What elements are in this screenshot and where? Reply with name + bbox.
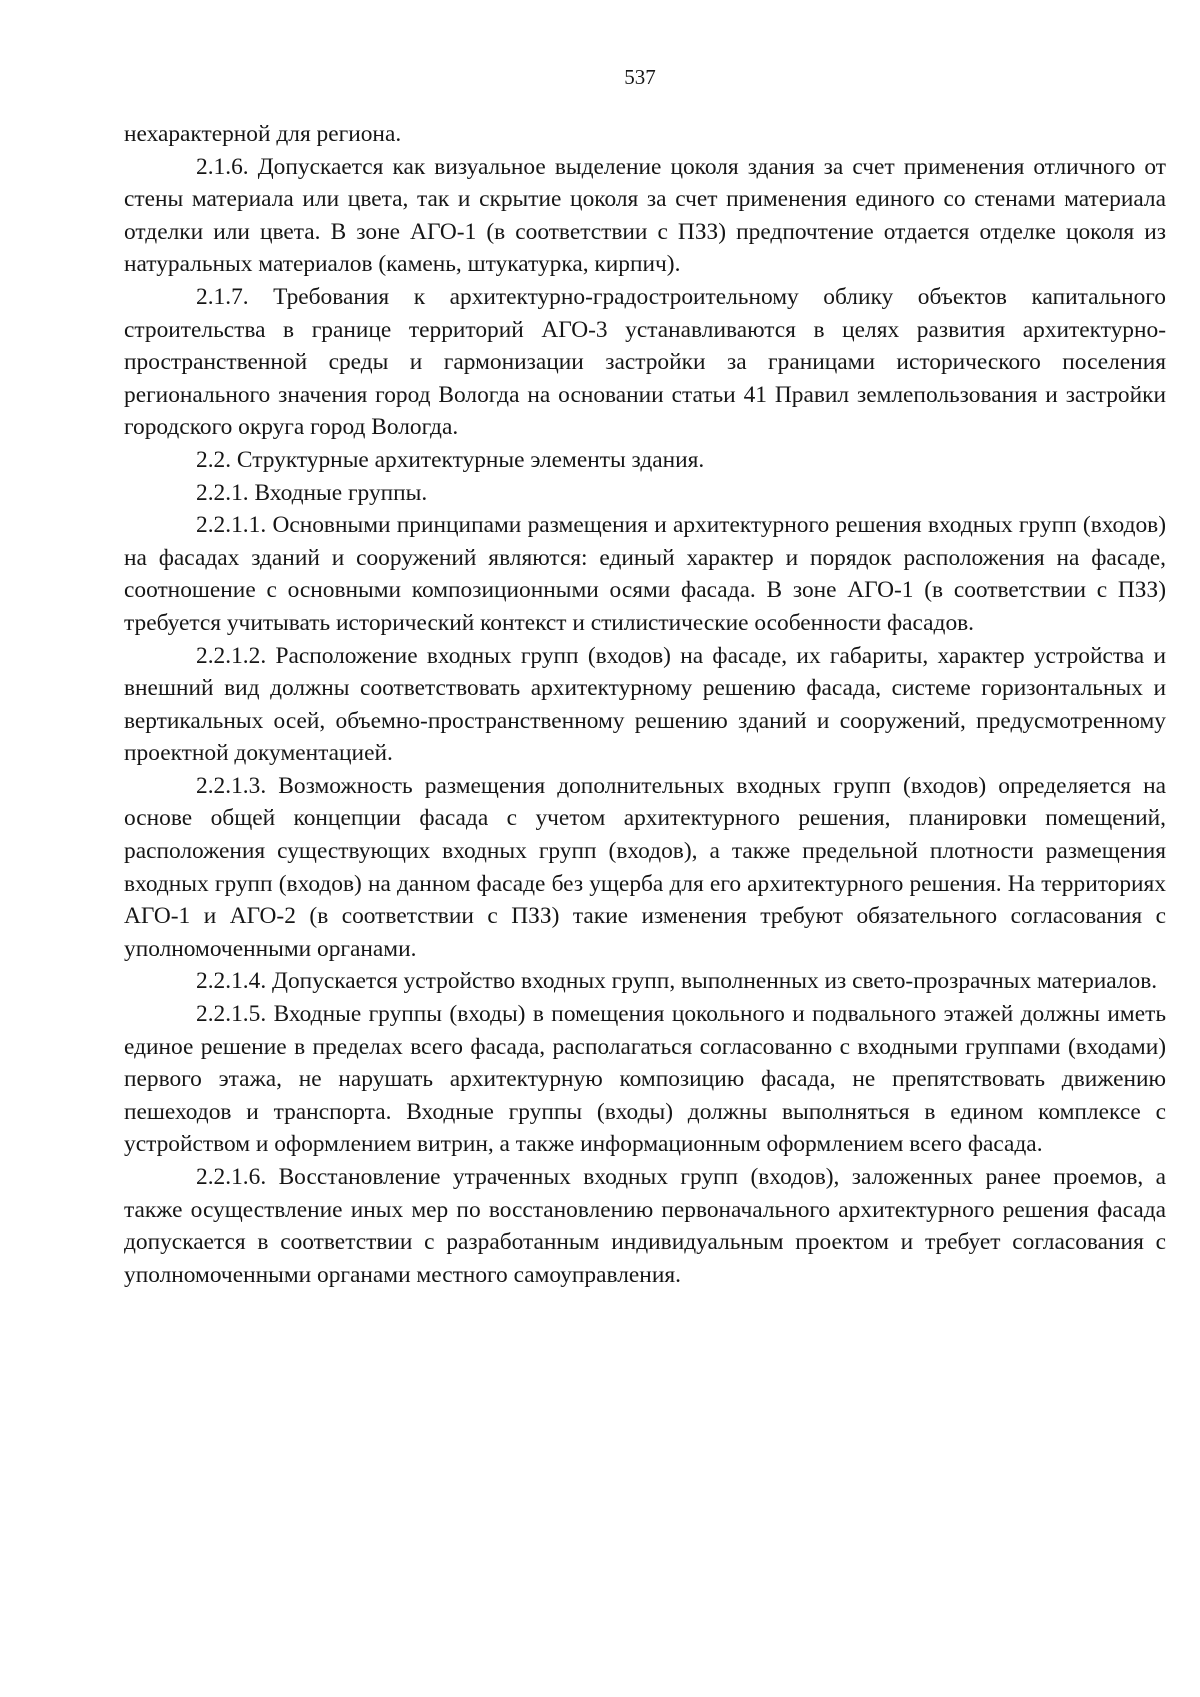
paragraph-2-2-1-6: 2.2.1.6. Восстановление утраченных входных групп (входов), заложенных ранее проемов, а также осуществление иных мер по восстановлению первоначального архитектурного решения фасада допускается в соответствии с разработанным индивидуальным проектом и требует согласования с уполномоченными органами местного самоуправления. (124, 1164, 1166, 1288)
paragraph-2-2-1-1: 2.2.1.1. Основными принципами размещения и архитектурного решения входных групп (входов) на фасадах зданий и сооружений являются: единый характер и порядок расположения на фасаде, соотношение с основными композиционными осями фасада. В зоне АГО-1 (в соответствии с ПЗЗ) требуется учитывать исторический контекст и стилистические особенности фасадов. (124, 512, 1166, 636)
paragraph-2-1-7: 2.1.7. Требования к архитектурно-градостроительному облику объектов капитального строительства в границе территорий АГО-3 устанавливаются в целях развития архитектурно-пространственной среды и гармонизации застройки за границами исторического поселения регионального значения город Вологда на основании статьи 41 Правил землепользования и застройки городского округа город Вологда. (124, 283, 1166, 441)
section-heading-2-2: 2.2. Структурные архитектурные элементы здания. (196, 446, 705, 473)
section-heading-2-2-1: 2.2.1. Входные группы. (196, 479, 428, 506)
document-body (124, 118, 1166, 1291)
paragraph-2-1-6: 2.1.6. Допускается как визуальное выделение цоколя здания за счет применения отличного от стены материала или цвета, так и скрытие цоколя за счет применения единого со стенами материала отделки или цвета. В зоне АГО-1 (в соответствии с ПЗЗ) предпочтение отдается отделке цоколя из натуральных материалов (камень, штукатурка, кирпич). (124, 153, 1166, 278)
paragraph-2-2-1-4: 2.2.1.4. Допускается устройство входных групп, выполненных из свето-прозрачных материалов. (196, 968, 1158, 995)
paragraph-2-2-1-2: 2.2.1.2. Расположение входных групп (входов) на фасаде, их габариты, характер устройства и внешний вид должны соответствовать архитектурному решению фасада, системе горизонтальных и вертикальных осей, объемно-пространственному решению зданий и сооружений, предусмотренному проектной документацией. (124, 642, 1166, 767)
paragraph-continuation: нехарактерной для региона. (124, 121, 402, 147)
paragraph-2-2-1-3: 2.2.1.3. Возможность размещения дополнительных входных групп (входов) определяется на основе общей концепции фасада с учетом архитектурного решения, планировки помещений, расположения существующих входных групп (входов), а также предельной плотности размещения входных групп (входов) на данном фасаде без ущерба для его архитектурного решения. На территориях АГО-1 и АГО-2 (в соответствии с ПЗЗ) такие изменения требуют обязательного согласования с уполномоченными органами. (124, 772, 1166, 962)
page-number: 537 (624, 65, 656, 89)
paragraph-2-2-1-5: 2.2.1.5. Входные группы (входы) в помещения цокольного и подвального этажей должны иметь единое решение в пределах всего фасада, располагаться согласованно с входными группами (входами) первого этажа, не нарушать архитектурную композицию фасада, не препятствовать движению пешеходов и транспорта. Входные группы (входы) должны выполняться в едином комплексе с устройством и оформлением витрин, а также информационным оформлением всего фасада. (124, 1001, 1166, 1158)
